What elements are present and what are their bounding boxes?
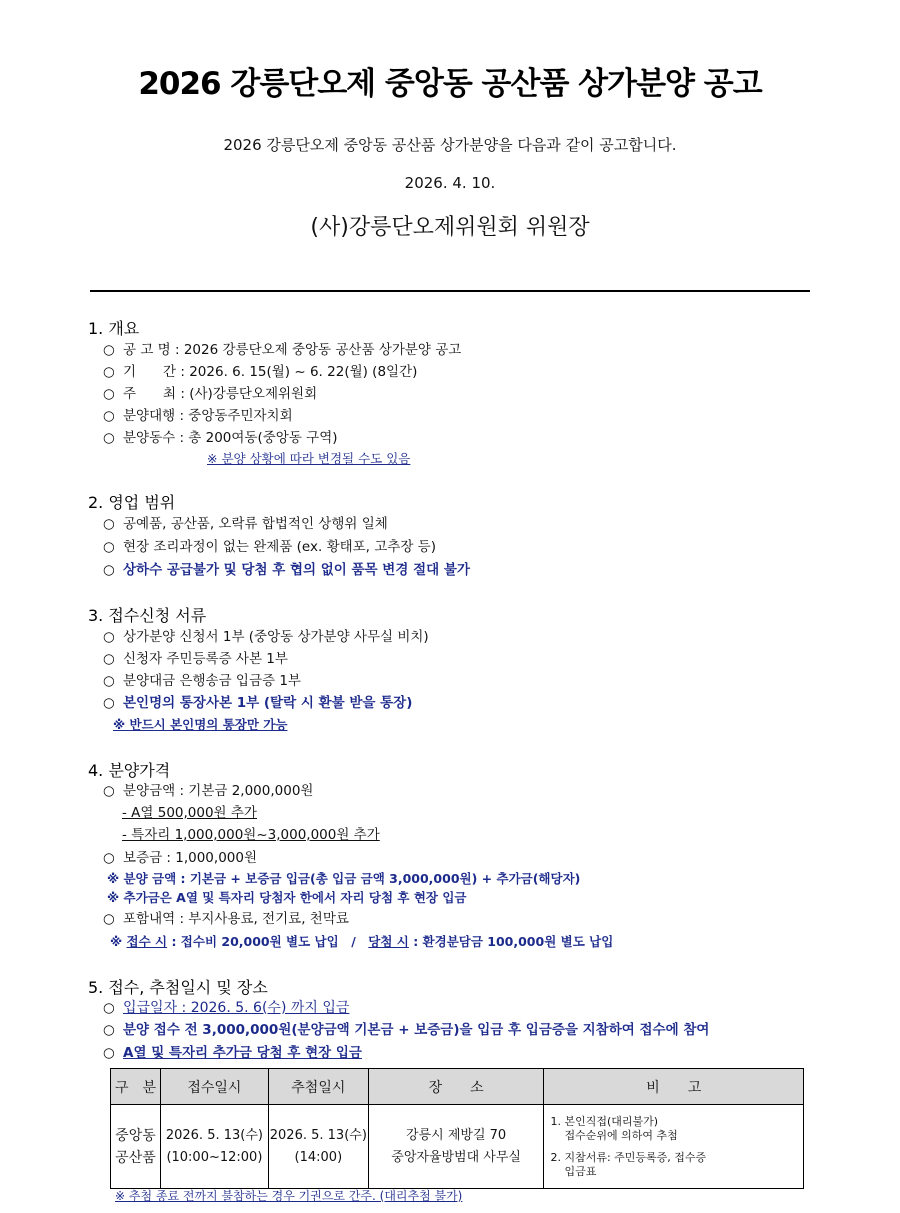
draw-cell: 2026. 5. 13(수) (14:00) — [268, 1105, 368, 1189]
price-note-1: ※ 분양 금액 : 기본금 + 보증금 입금(총 입금 금액 3,000,000원) + 추가금(해당자) — [107, 871, 581, 886]
intro-text: 2026 강릉단오제 중앙동 공산품 상가분양을 다음과 같이 공고합니다. — [223, 136, 677, 154]
schedule-item: ○ 입급일자 : 2026. 5. 6(수) 까지 입금 — [103, 1000, 350, 1016]
overview-item: ○ 기 간 : 2026. 6. 15(월) ~ 6. 22(월) (8일간) — [103, 364, 418, 380]
announcement-date: 2026. 4. 10. — [404, 174, 496, 192]
overview-item: ○ 공 고 명 : 2026 강릉단오제 중앙동 공산품 상가분양 공고 — [103, 342, 462, 358]
document-item: ○ 신청자 주민등록증 사본 1부 — [103, 651, 288, 667]
schedule-table — [110, 1068, 804, 1189]
table-header: 장 소 — [368, 1069, 544, 1105]
document-item: ○ 본인명의 통장사본 1부 (탈락 시 환불 받을 통장) — [103, 695, 413, 711]
scope-item: ○ 상하수 공급불가 및 당첨 후 협의 없이 품목 변경 절대 불가 — [103, 562, 470, 578]
issuer-name: (사)강릉단오제위원회 위원장 — [310, 215, 590, 240]
table-header: 접수일시 — [160, 1069, 268, 1105]
remark-cell: 1. 본인직접(대리불가) 접수순위에 의하여 추첨 2. 지참서류: 주민등록증, 접수증 입금표 — [544, 1105, 804, 1189]
section-4-heading: 4. 분양가격 — [88, 761, 171, 780]
schedule-item: ○ A열 및 특자리 추가금 당첨 후 현장 입금 — [103, 1045, 362, 1061]
document-item: ○ 상가분양 신청서 1부 (중앙동 상가분양 사무실 비치) — [103, 629, 429, 645]
scope-item: ○ 현장 조리과정이 없는 완제품 (ex. 황태포, 고추장 등) — [103, 539, 436, 555]
document-item: ○ 분양대금 은행송금 입금증 1부 — [103, 673, 301, 689]
place-cell: 강릉시 제방길 70 중앙자율방범대 사무실 — [368, 1105, 544, 1189]
includes-item: ○ 포함내역 : 부지사용료, 전기료, 천막료 — [103, 911, 349, 927]
scope-item: ○ 공예품, 공산품, 오락류 합법적인 상행위 일체 — [103, 516, 388, 532]
deposit-item: ○ 보증금 : 1,000,000원 — [103, 850, 258, 866]
section-3-heading: 3. 접수신청 서류 — [88, 606, 207, 625]
price-item: ○ 분양금액 : 기본금 2,000,000원 — [103, 783, 314, 799]
overview-item: ○ 분양동수 : 총 200여동(중앙동 구역) — [103, 430, 338, 446]
schedule-item: ○ 분양 접수 전 3,000,000원(분양금액 기본금 + 보증금)을 입금 후 입금증을 지참하여 접수에 참여 — [103, 1022, 710, 1038]
overview-item: ○ 주 최 : (사)강릉단오제위원회 — [103, 386, 318, 402]
price-extra-a: - A열 500,000원 추가 — [122, 805, 257, 821]
price-extra-special: - 특자리 1,000,000원~3,000,000원 추가 — [122, 827, 380, 843]
table-header-row — [111, 1069, 804, 1105]
table-footnote: ※ 추첨 종료 전까지 불참하는 경우 기권으로 간주. (대리추첨 불가) — [115, 1189, 463, 1203]
overview-item: ○ 분양대행 : 중앙동주민자치회 — [103, 408, 293, 424]
table-header: 비 고 — [544, 1069, 804, 1105]
table-header: 구 분 — [111, 1069, 161, 1105]
section-1-heading: 1. 개요 — [88, 319, 140, 338]
reception-cell: 2026. 5. 13(수) (10:00~12:00) — [160, 1105, 268, 1189]
section-2-heading: 2. 영업 범위 — [88, 493, 176, 512]
document-title: 2026 강릉단오제 중앙동 공산품 상가분양 공고 — [138, 66, 762, 102]
section-5-heading: 5. 접수, 추첨일시 및 장소 — [88, 978, 268, 997]
fee-note: ※ 접수 시 : 접수비 20,000원 별도 납입 / 당첨 시 : 환경분담금 100,000원 별도 납입 — [110, 934, 614, 949]
table-header: 추첨일시 — [268, 1069, 368, 1105]
header-divider — [90, 290, 810, 292]
price-note-2: ※ 추가금은 A열 및 특자리 당첨자 한에서 자리 당첨 후 현장 입금 — [107, 890, 467, 905]
category-cell: 중앙동 공산품 — [111, 1105, 161, 1189]
table-row — [111, 1105, 804, 1189]
overview-note: ※ 분양 상황에 따라 변경될 수도 있음 — [207, 451, 411, 466]
documents-note: ※ 반드시 본인명의 통장만 가능 — [113, 717, 288, 732]
